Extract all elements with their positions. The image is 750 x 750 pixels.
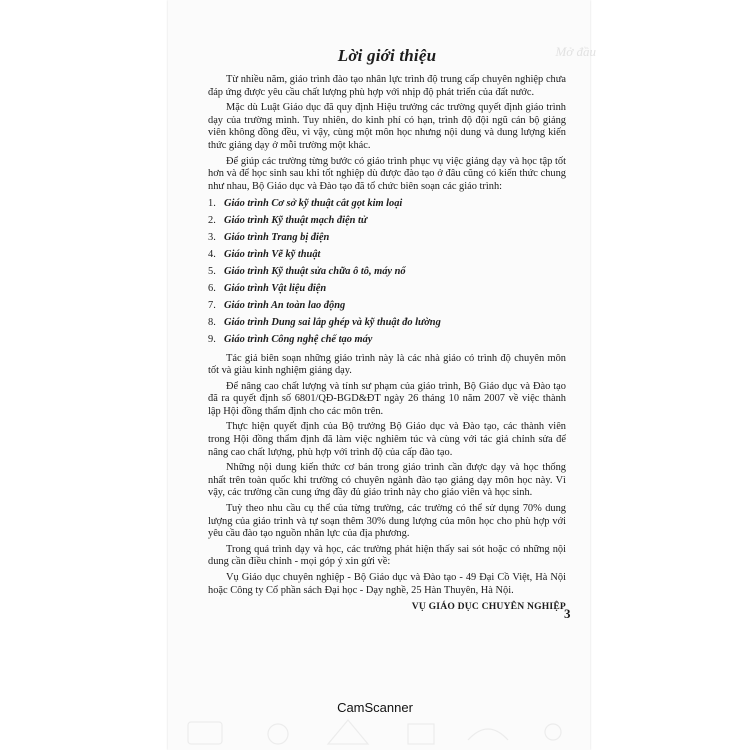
body-paragraph-6: Trong quá trình dạy và học, các trường phát hiện thấy sai sót hoặc có những nội dung cần điều chỉnh - mọi góp ý xin gửi về: (208, 543, 566, 568)
list-item-number: 5. (208, 265, 216, 277)
list-item-text: Giáo trình Dung sai lắp ghép và kỹ thuật đo lường (224, 316, 441, 328)
list-item-text: Giáo trình Công nghệ chế tạo máy (224, 333, 373, 345)
intro-paragraph-1: Từ nhiều năm, giáo trình đào tạo nhân lực trình độ trung cấp chuyên nghiệp chưa đáp ứng được yêu cầu chất lượng phù hợp với nhịp độ phát triển của đất nước. (208, 74, 566, 98)
list-item-number: 9. (208, 333, 216, 345)
list-item-text: Giáo trình An toàn lao động (224, 299, 346, 311)
list-item (208, 281, 566, 298)
list-item (208, 230, 566, 247)
camscanner-watermark: CamScanner (337, 700, 413, 715)
bleed-through-header: Mở đầu (555, 44, 596, 59)
list-item (208, 247, 566, 264)
list-item (208, 298, 566, 315)
list-item (208, 196, 566, 213)
list-item-text: Giáo trình Trang bị điện (224, 232, 330, 244)
page-number: 3 (564, 606, 571, 621)
list-item (208, 213, 566, 230)
list-item-text: Giáo trình Cơ sở kỹ thuật cắt gọt kim loại (224, 198, 403, 210)
list-item-number: 3. (208, 232, 216, 244)
list-item-text: Giáo trình Vật liệu điện (224, 282, 327, 294)
page-content (208, 46, 566, 612)
list-item (208, 315, 566, 332)
body-paragraph-7: Vụ Giáo dục chuyên nghiệp - Bộ Giáo dục và Đào tạo - 49 Đại Cồ Việt, Hà Nội hoặc Công ty Cổ phần sách Đại học - Dạy nghề, 25 Hàn Thuyên, Hà Nội. (208, 572, 566, 596)
body-paragraph-3: Thực hiện quyết định của Bộ trưởng Bộ Giáo dục và Đào tạo, các thành viên trong Hội đồng thẩm định đã làm việc nghiêm túc và cùng với tác giả chỉnh sửa để nâng cao chất lượng, phù hợp với trình độ của cấp đào tạo. (208, 421, 566, 458)
list-item-text: Giáo trình Kỹ thuật mạch điện tử (224, 215, 368, 227)
page-title: Lời giới thiệu (337, 46, 437, 65)
scanned-page (168, 0, 596, 750)
body-paragraph-1: Tác giả biên soạn những giáo trình này là các nhà giáo có trình độ chuyên môn tốt và giàu kinh nghiệm giảng dạy. (208, 352, 566, 377)
signature: VỤ GIÁO DỤC CHUYÊN NGHIỆP (411, 601, 566, 613)
list-item-text: Giáo trình Vẽ kỹ thuật (224, 249, 321, 261)
list-item-number: 8. (208, 316, 216, 328)
list-item (208, 332, 566, 349)
list-item (208, 264, 566, 281)
textbook-list (208, 196, 566, 348)
list-item-text: Giáo trình Kỹ thuật sửa chữa ô tô, máy nổ (224, 265, 406, 277)
body-paragraph-2: Để nâng cao chất lượng và tính sư phạm của giáo trình, Bộ Giáo dục và Đào tạo đã ra quyết định số 6801/QĐ-BGD&ĐT ngày 26 tháng 10 năm 2007 về việc thành lập Hội đồng thẩm định cho các môn trên. (208, 380, 566, 417)
intro-paragraph-2: Mặc dù Luật Giáo dục đã quy định Hiệu trưởng các trường quyết định giáo trình dạy của trường mình. Tuy nhiên, do kinh phí có hạn, trình độ đội ngũ cán bộ giảng viên không đồng đều, vì vậy, cùng một môn học nhưng nội dung và dung lượng kiến thức giảng dạy ở mỗi trường một khác. (208, 102, 566, 151)
body-paragraph-5: Tuỳ theo nhu cầu cụ thể của từng trường, các trường có thể sử dụng 70% dung lượng của giáo trình và tự soạn thêm 30% dung lượng của môn học cho phù hợp với yêu cầu đào tạo nguồn nhân lực của địa phương. (208, 503, 566, 540)
list-item-number: 2. (208, 215, 216, 227)
list-item-number: 6. (208, 282, 216, 294)
faded-illustration-decoration (168, 710, 590, 750)
list-item-number: 4. (208, 249, 216, 261)
list-item-number: 7. (208, 299, 216, 311)
list-item-number: 1. (208, 198, 216, 210)
intro-paragraph-3: Để giúp các trường từng bước có giáo trình phục vụ việc giảng dạy và học tập tốt hơn và để học sinh sau khi tốt nghiệp dù được đào tạo ở đâu cũng có kiến thức chung như nhau, Bộ Giáo dục và Đào tạo đã tổ chức biên soạn các giáo trình: (208, 155, 566, 192)
body-paragraph-4: Những nội dung kiến thức cơ bản trong giáo trình cần được dạy và học thống nhất trên toàn quốc khi trường có chuyên ngành đào tạo giảng dạy môn học này. Vì vậy, các trường cần cung ứng đầy đủ giáo trình này cho giáo viên và học sinh. (208, 462, 566, 499)
